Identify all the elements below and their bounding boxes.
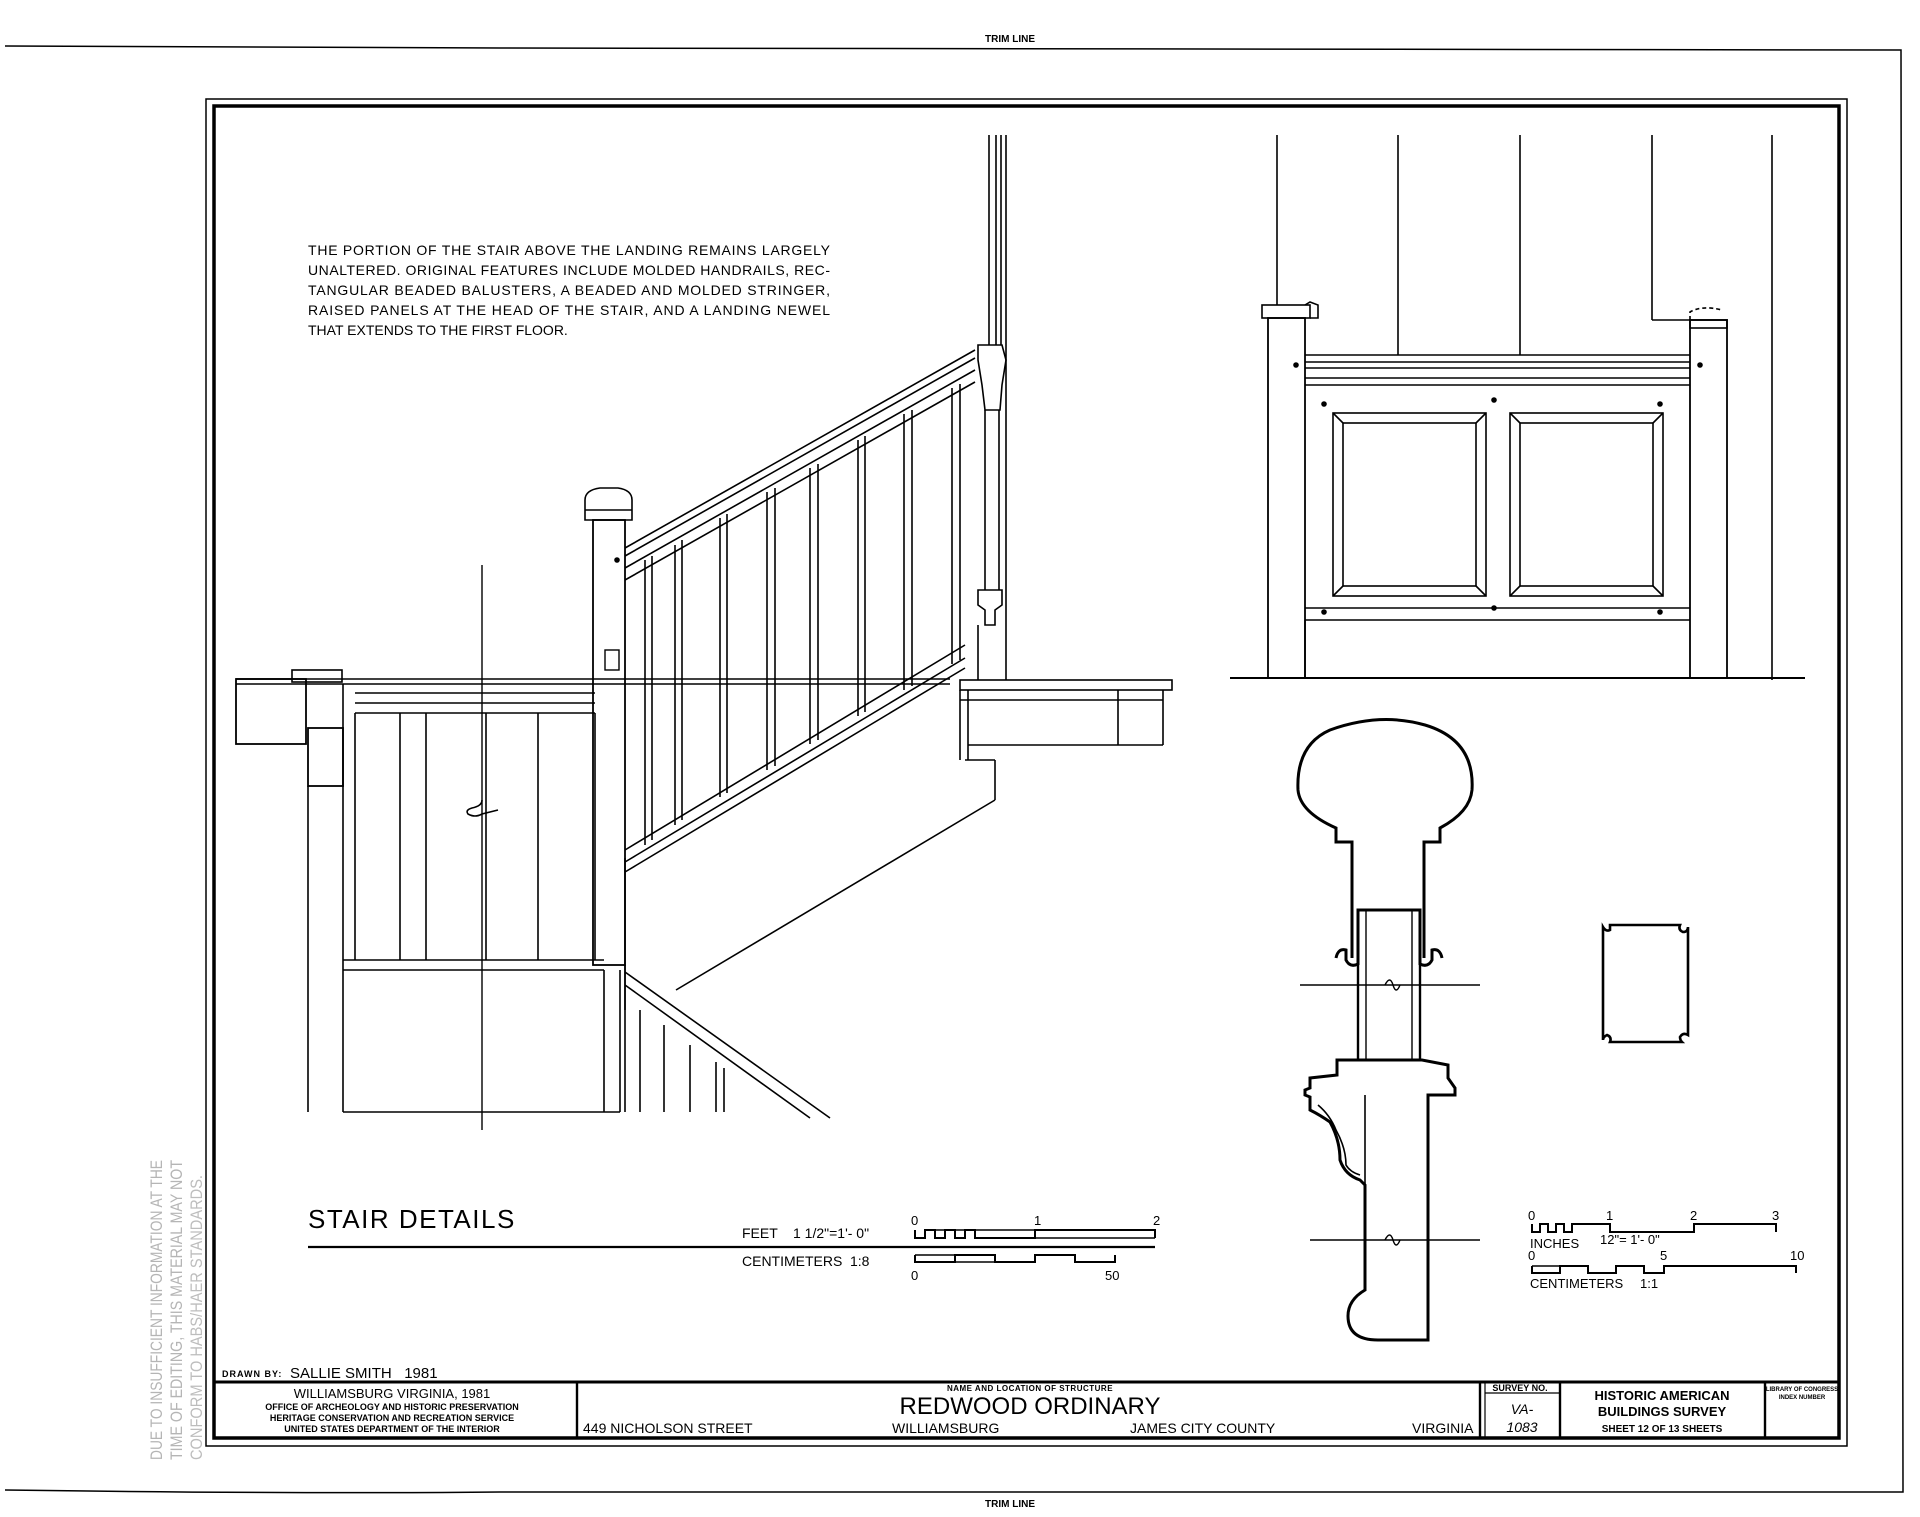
watermark-line-1: DUE TO INSUFFICIENT INFORMATION AT THE [147,1090,166,1460]
loc-index-line-2: INDEX NUMBER [1778,1395,1826,1401]
habs-line-1: HISTORIC AMERICAN [1594,1388,1730,1403]
habs-line-2: BUILDINGS SURVEY [1597,1404,1727,1419]
note-line-3: TANGULAR BEADED BALUSTERS, A BEADED AND MOLDED STRINGER, [308,282,830,298]
scale-feet-tick-0: 0 [911,1213,919,1228]
drawn-by-value: SALLIE SMITH 1981 [290,1365,438,1382]
drawing-title-block [308,1204,1155,1247]
scale-bar-cm-right [1528,1248,1804,1291]
trim-label-bottom: TRIM LINE [985,1499,1035,1510]
structure-city: WILLIAMSBURG [892,1420,1000,1436]
trim-label-top: TRIM LINE [985,34,1035,45]
structure-county: JAMES CITY COUNTY [1130,1420,1276,1436]
title-block [214,1365,1839,1438]
survey-no-line-1: VA- [1510,1401,1534,1417]
scale-feet-tick-2: 2 [1153,1213,1161,1228]
note-line-2: UNALTERED. ORIGINAL FEATURES INCLUDE MOLDED HANDRAILS, REC- [308,262,830,278]
structure-state: VIRGINIA [1412,1420,1474,1436]
structure-address: 449 NICHOLSON STREET [583,1420,753,1436]
scale-cm-tick-0: 0 [911,1268,919,1283]
scale-feet-tick-1: 1 [1034,1213,1042,1228]
structure-name-label: NAME AND LOCATION OF STRUCTURE [946,1384,1114,1393]
scale-feet-ratio: 1 1/2"=1'- 0" [793,1225,870,1241]
scale-bar-feet-left [742,1213,1160,1241]
scale-inch-label: INCHES [1530,1236,1580,1251]
drawn-by-label: DRAWN BY: [222,1369,283,1379]
scale-inch-tick-0: 0 [1528,1208,1536,1223]
scale-cm-label: CENTIMETERS [742,1253,843,1269]
scale-cm-ratio: 1:8 [850,1253,870,1269]
office-line-4: UNITED STATES DEPARTMENT OF THE INTERIOR [284,1424,500,1434]
watermark-line-3: CONFORM TO HABS/HAER STANDARDS. [187,1128,206,1460]
office-line-3: HERITAGE CONSERVATION AND RECREATION SERVICE [269,1413,515,1423]
scale-inch-tick-1: 1 [1606,1208,1614,1223]
editing-watermark [147,1090,206,1460]
scale-bar-cm-left [742,1253,1119,1283]
note-line-5: THAT EXTENDS TO THE FIRST FLOOR. [308,322,568,338]
scale-cm-right-label: CENTIMETERS [1530,1276,1624,1291]
scale-inch-tick-3: 3 [1772,1208,1780,1223]
scale-bar-inches-right [1528,1208,1779,1251]
survey-no-line-2: 1083 [1506,1419,1538,1435]
raised-panel-elevation [1230,135,1805,680]
scale-cm-right-tick-5: 5 [1660,1248,1668,1263]
scale-cm-tick-50: 50 [1105,1268,1120,1283]
handrail-profile-section [1298,720,1500,1340]
drawing-title: STAIR DETAILS [308,1204,516,1234]
note-line-4: RAISED PANELS AT THE HEAD OF THE STAIR, AND A LANDING NEWEL [308,302,830,318]
scale-cm-right-tick-10: 10 [1790,1248,1805,1263]
sheet-number: SHEET 12 OF 13 SHEETS [1601,1424,1723,1435]
scale-inch-tick-2: 2 [1690,1208,1698,1223]
baluster-section-detail [1603,925,1688,1042]
scale-feet-label: FEET [742,1225,778,1241]
office-line-1: WILLIAMSBURG VIRGINIA, 1981 [293,1386,491,1401]
scale-cm-right-tick-0: 0 [1528,1248,1536,1263]
stair-note [308,242,831,338]
loc-index-line-1: LIBRARY OF CONGRESS [1765,1387,1839,1393]
note-line-1: THE PORTION OF THE STAIR ABOVE THE LANDING REMAINS LARGELY [308,242,830,258]
survey-no-label: SURVEY NO. [1492,1383,1548,1393]
scale-cm-right-ratio: 1:1 [1640,1276,1659,1291]
structure-name: REDWOOD ORDINARY [899,1393,1161,1420]
office-line-2: OFFICE OF ARCHEOLOGY AND HISTORIC PRESERVATION [265,1402,519,1412]
scale-inch-ratio: 12"= 1'- 0" [1600,1232,1660,1247]
watermark-line-2: TIME OF EDITING, THIS MATERIAL MAY NOT [167,1101,186,1460]
